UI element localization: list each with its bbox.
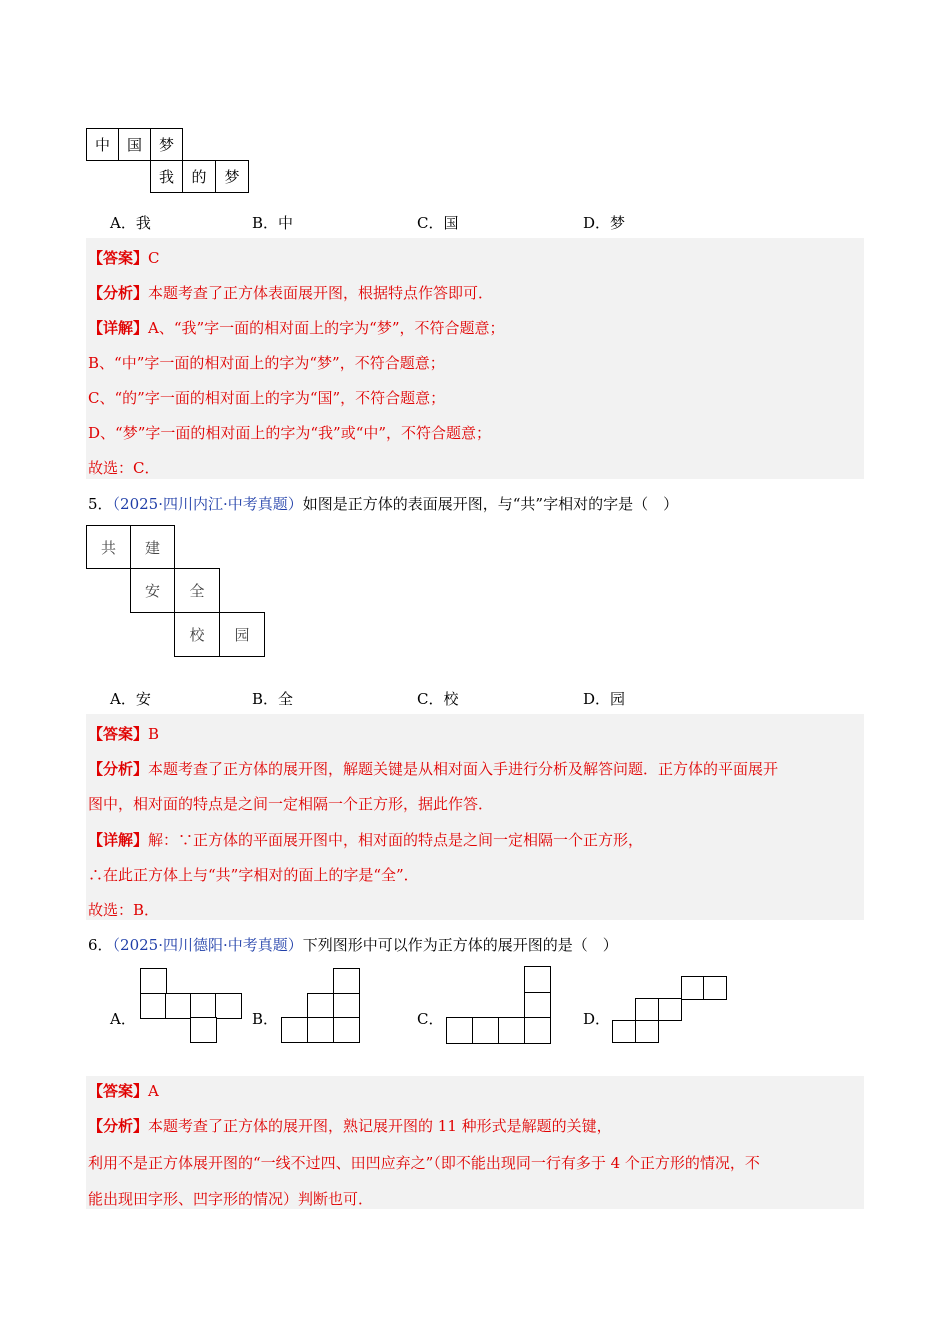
net-square [524,966,551,993]
net-square [190,993,217,1019]
net-square [333,968,360,994]
net-square [612,1020,636,1043]
q5-detail-line: 故选：B． [88,901,160,919]
q4-detail-line: 故选：C． [88,459,160,477]
net-square [498,1017,525,1044]
net-square [681,976,705,1000]
net-square [307,1017,334,1043]
net-square [140,968,167,994]
q6-analysis-cont: 能出现田字形、凹字形的情况）判断也可． [88,1190,374,1208]
q5-analysis: 【分析】本题考查了正方体的展开图，解题关键是从相对面入手进行分析及解答问题．正方体的平面展开 [88,760,779,778]
q4-option-b: B．中 [252,214,294,232]
q5-option-b: B．全 [252,690,294,708]
net-square [190,1017,217,1043]
q4-detail-line: 【详解】A、“我”字一面的相对面上的字为“梦”，不符合题意； [88,319,505,337]
q5-answer: 【答案】B [88,725,160,743]
q4-detail-line: D、“梦”字一面的相对面上的字为“我”或“中”，不符合题意； [88,424,492,442]
net-cell: 中 [86,128,119,161]
net-cell: 的 [182,160,216,193]
q5-analysis-cont: 图中，相对面的特点是之间一定相隔一个正方形，据此作答． [88,795,494,813]
q6-option-b-label: B． [252,1010,279,1028]
net-square [524,992,551,1019]
q5-stem: 5．（2025·四川内江·中考真题）如图是正方体的表面展开图，与“共”字相对的字是（ ） [88,495,679,513]
net-cell: 全 [174,568,220,613]
net-square [472,1017,499,1044]
q5-detail-line: ∴在此正方体上与“共”字相对的面上的字是“全”． [88,866,419,884]
net-square [165,993,192,1019]
q4-option-c: C．国 [417,214,459,232]
net-square [524,1017,551,1044]
net-cell: 国 [118,128,151,161]
net-cell: 校 [174,612,220,657]
net-cell: 梦 [150,128,183,161]
q6-analysis: 【分析】本题考查了正方体的展开图，熟记展开图的 11 种形式是解题的关键， [88,1117,612,1135]
net-cell: 共 [86,525,131,569]
q4-option-a: A．我 [110,214,151,232]
q5-detail-line: 【详解】解：∵正方体的平面展开图中，相对面的特点是之间一定相隔一个正方形， [88,831,644,849]
q6-option-c-label: C． [417,1010,444,1028]
net-cell: 梦 [215,160,249,193]
q6-answer: 【答案】A [88,1082,159,1100]
q5-option-d: D．园 [583,690,626,708]
net-cell: 园 [219,612,265,657]
net-cell: 我 [150,160,183,193]
q5-solution-box [86,714,864,920]
q6-option-a-label: A． [110,1010,136,1028]
net-square [140,993,167,1019]
net-square [635,1020,659,1043]
q4-analysis: 【分析】本题考查了正方体表面展开图，根据特点作答即可． [88,284,494,302]
net-square [635,998,659,1021]
q6-analysis-cont: 利用不是正方体展开图的“一线不过四、田凹应弃之”（即不能出现同一行有多于 4 个正方形的情况，不 [88,1154,760,1172]
q5-option-c: C．校 [417,690,459,708]
net-cell: 建 [130,525,175,569]
net-square [446,1017,473,1044]
q4-detail-line: C、“的”字一面的相对面上的字为“国”，不符合题意； [88,389,446,407]
net-square [281,1017,308,1043]
net-square [333,1017,360,1043]
net-square [333,993,360,1019]
q4-answer: 【答案】C [88,249,160,267]
net-square [658,998,682,1021]
net-cell: 安 [130,568,175,613]
q6-option-d-label: D． [583,1010,611,1028]
q6-stem: 6．（2025·四川德阳·中考真题）下列图形中可以作为正方体的展开图的是（ ） [88,936,618,954]
q5-option-a: A．安 [110,690,151,708]
q4-detail-line: B、“中”字一面的相对面上的字为“梦”，不符合题意； [88,354,445,372]
q4-option-d: D．梦 [583,214,626,232]
net-square [215,993,242,1019]
net-square [307,993,334,1019]
net-square [703,976,727,1000]
